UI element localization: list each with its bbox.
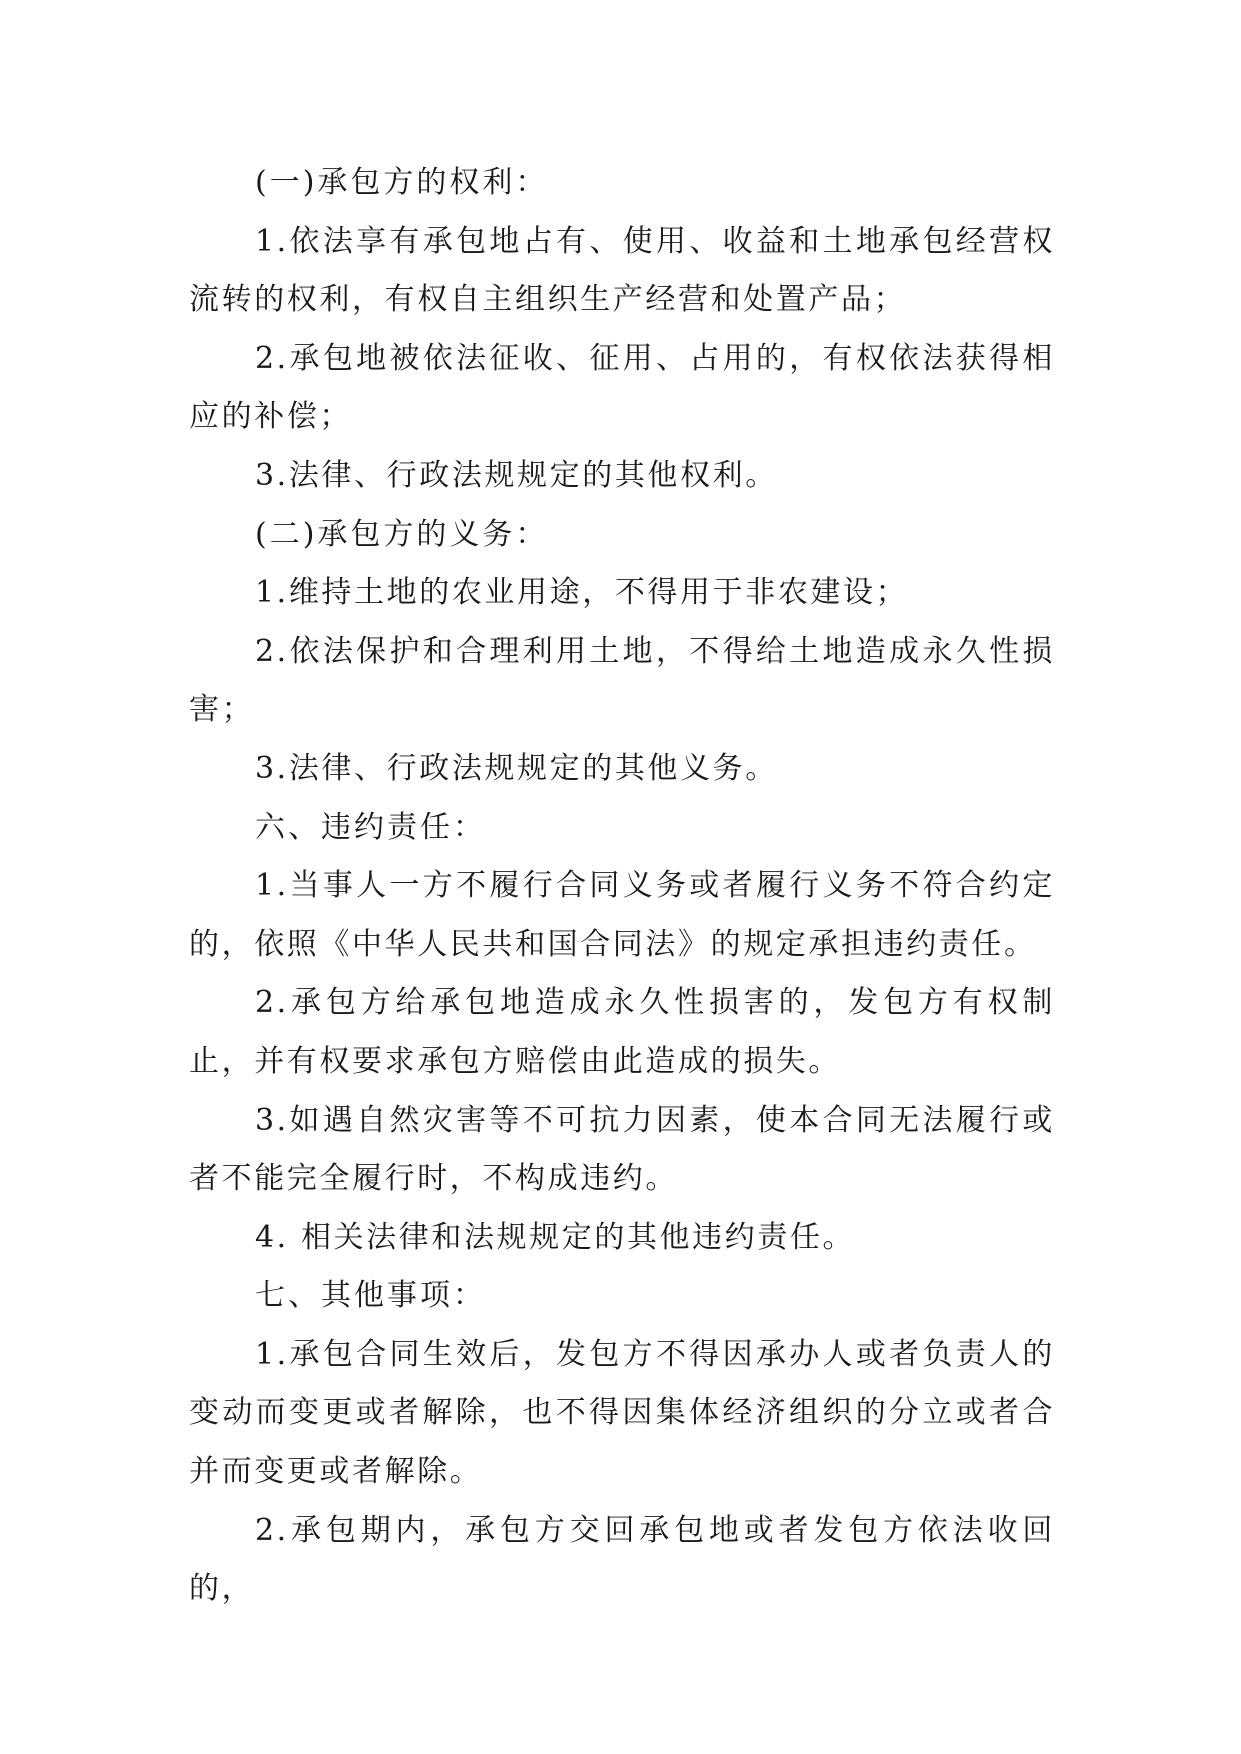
paragraph-obligations-item-3: 3.法律、行政法规规定的其他义务。 <box>255 750 778 786</box>
document-body <box>189 154 1055 1619</box>
section-heading-contractor-obligations: (二)承包方的义务： <box>255 516 549 552</box>
paragraph-obligations-item-2: 2.依法保护和合理利用土地，不得给土地造成永久性损害； <box>189 633 1055 728</box>
paragraph-obligations-item-1: 1.维持土地的农业用途，不得用于非农建设； <box>255 575 909 611</box>
paragraph-liability-item-1: 1.当事人一方不履行合同义务或者履行义务不符合约定的，依照《中华人民共和国合同法》的规定承担违约责任。 <box>189 868 1055 962</box>
paragraph-rights-item-2: 2.承包地被依法征收、征用、占用的，有权依法获得相应的补偿； <box>189 340 1055 435</box>
paragraph-liability-item-4: 4. 相关法律和法规规定的其他违约责任。 <box>255 1219 856 1255</box>
section-heading-breach-liability: 六、违约责任： <box>255 809 486 845</box>
paragraph-liability-item-2: 2.承包方给承包地造成永久性损害的，发包方有权制止，并有权要求承包方赔偿由此造成的损失。 <box>189 985 1055 1079</box>
section-heading-contractor-rights: (一)承包方的权利： <box>255 165 549 200</box>
paragraph-liability-item-3: 3.如遇自然灾害等不可抗力因素，使本合同无法履行或者不能完全履行时，不构成违约。 <box>189 1102 1055 1197</box>
paragraph-other-item-1: 1.承包合同生效后，发包方不得因承办人或者负责人的变动而变更或者解除，也不得因集体经济组织的分立或者合并而变更或者解除。 <box>189 1336 1055 1490</box>
paragraph-other-item-2: 2.承包期内，承包方交回承包地或者发包方依法收回的， <box>189 1512 1055 1607</box>
section-heading-other-matters: 七、其他事项： <box>255 1278 486 1314</box>
paragraph-rights-item-1: 1.依法享有承包地占有、使用、收益和土地承包经营权流转的权利，有权自主组织生产经营和处置产品； <box>189 223 1055 318</box>
paragraph-rights-item-3: 3.法律、行政法规规定的其他权利。 <box>255 457 778 493</box>
